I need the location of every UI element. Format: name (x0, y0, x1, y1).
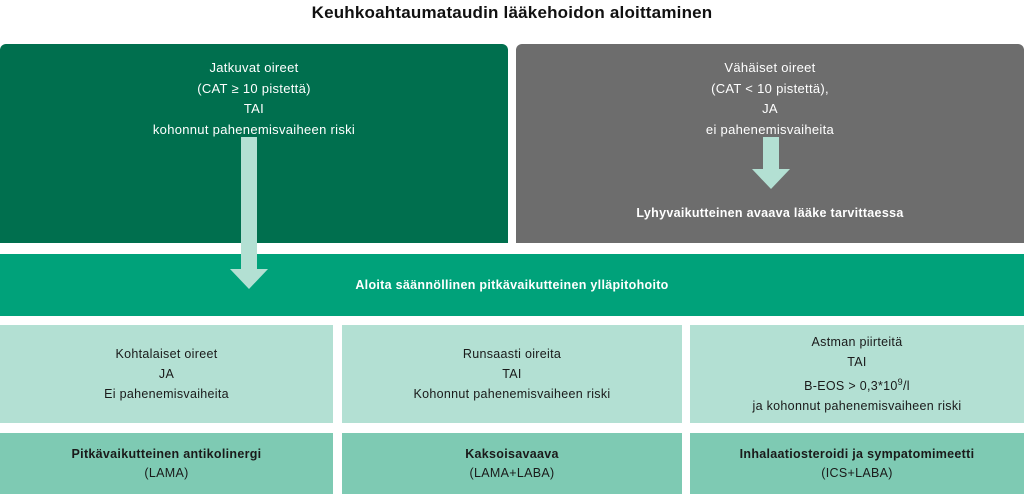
condition-1-line-3: Ei pahenemisvaiheita (104, 387, 229, 401)
down-arrow-icon (752, 137, 790, 189)
condition-1-line-1: Kohtalaiset oireet (115, 347, 218, 361)
diagram-title: Keuhkoahtaumataudin lääkehoidon aloittaminen (311, 3, 713, 22)
treatment-2-abbr: (LAMA+LABA) (469, 465, 555, 480)
condition-box-3 (690, 325, 1024, 423)
down-arrow-left-shape (230, 137, 268, 289)
condition-3-line-4: ja kohonnut pahenemisvaiheen riski (752, 399, 962, 414)
condition-2-line-2: TAI (502, 367, 522, 381)
treatment-1-name: Pitkävaikutteinen antikolinergi (71, 446, 262, 461)
mild-line-2: (CAT < 10 pistettä), (711, 80, 829, 96)
mild-line-4: ei pahenemisvaiheita (705, 121, 835, 137)
condition-3-line-2: TAI (847, 354, 867, 369)
condition-box-2 (342, 325, 682, 423)
down-arrow-icon (230, 137, 268, 289)
condition-2-line-3: Kohonnut pahenemisvaiheen riski (413, 387, 611, 401)
treatment-box-2 (342, 433, 682, 494)
condition-3-line-1: Astman piirteitä (811, 334, 903, 349)
condition-3-eos-text: B-EOS > 0,3*10 (804, 379, 898, 394)
treatment-box-3 (690, 433, 1024, 494)
persistent-line-3: TAI (243, 101, 265, 116)
condition-3-line-3 (753, 372, 962, 396)
condition-3-eos-unit: /l (902, 379, 910, 394)
condition-box-1 (0, 325, 333, 423)
persistent-line-2: (CAT ≥ 10 pistettä) (197, 80, 311, 96)
mild-line-1: Vähäiset oireet (724, 60, 816, 75)
mild-result: Lyhyvaikutteinen avaava lääke tarvittaessa (636, 206, 904, 220)
condition-3-eos-exponent: 9 (897, 376, 903, 387)
persistent-line-4: kohonnut pahenemisvaiheen riski (152, 121, 356, 137)
condition-2-line-1: Runsaasti oireita (462, 347, 562, 361)
persistent-line-1: Jatkuvat oireet (209, 60, 299, 75)
condition-1-line-2: JA (158, 367, 175, 381)
treatment-1-abbr: (LAMA) (144, 465, 189, 480)
down-arrow-right-shape (752, 137, 790, 189)
treatment-3-name: Inhalaatiosteroidi ja sympatomimeetti (739, 446, 975, 461)
treatment-2-name: Kaksoisavaava (465, 446, 559, 461)
treatment-box-1 (0, 433, 333, 494)
mild-line-3: JA (762, 101, 778, 116)
start-maintenance-label: Aloita säännöllinen pitkävaikutteinen ylläpitohoito (355, 278, 669, 292)
start-maintenance-box (0, 254, 1024, 316)
treatment-3-abbr: (ICS+LABA) (821, 465, 893, 480)
